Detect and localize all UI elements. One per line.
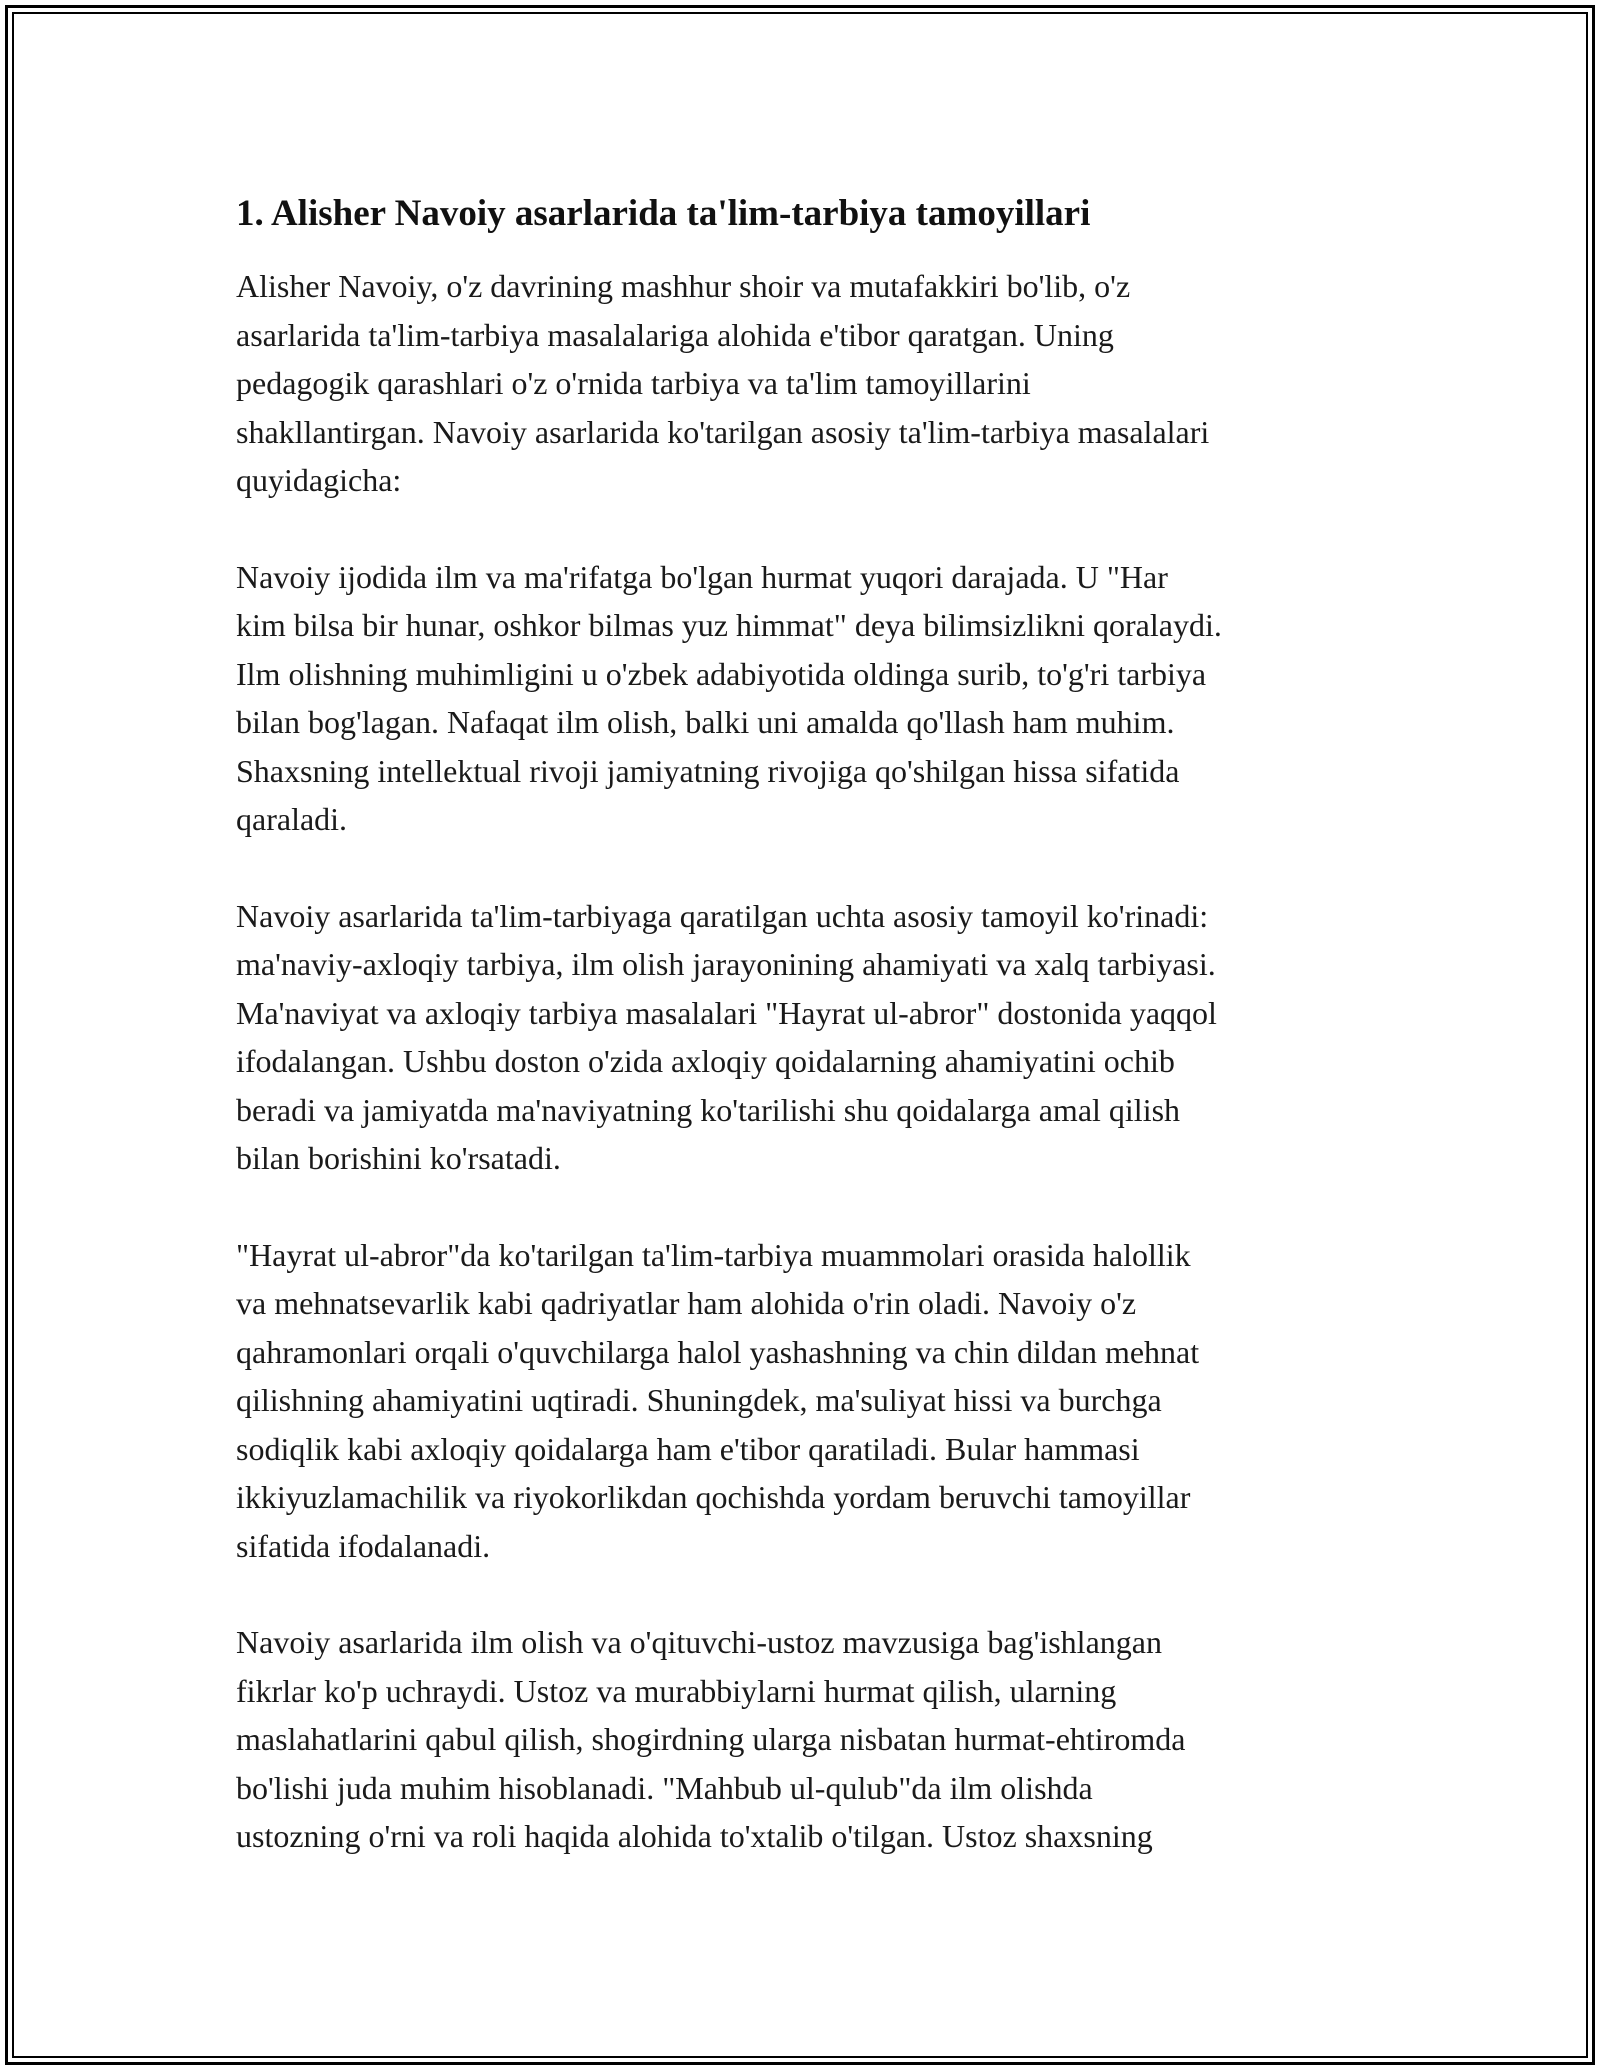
paragraph-5: Navoiy asarlarida ilm olish va o'qituvchi-ustoz mavzusiga bag'ishlangan fikrlar ko'p uchraydi. Ustoz va murabbiylarni hurmat qilish, ularning maslahatlarini qabul qilish, shogirdning ularga nisbatan hurmat-ehtiromda bo'lishi juda muhim hisoblanadi. "Mahbub ul-qulub"da ilm olishda ustozning o'rni va roli haqida alohida to'xtalib o'tilgan. Ustoz shaxsning bbox=[236, 1624, 1186, 1854]
paragraph-2: Navoiy ijodida ilm va ma'rifatga bo'lgan hurmat yuqori darajada. U "Har kim bilsa bir hunar, oshkor bilmas yuz himmat" deya bilimsizlikni qoralaydi. Ilm olishning muhimligini u o'zbek adabiyotida oldinga surib, to'g'ri tarbiya bilan bog'lagan. Nafaqat ilm olish, balki uni amalda qo'llash ham muhim. Shaxsning intellektual rivoji jamiyatning rivojiga qo'shilgan hissa sifatida qaraladi. bbox=[236, 558, 1222, 837]
paragraph-3: Navoiy asarlarida ta'lim-tarbiyaga qaratilgan uchta asosiy tamoyil ko'rinadi: ma'naviy-axloqiy tarbiya, ilm olish jarayonining ahamiyati va xalq tarbiyasi. Ma'naviyat va axloqiy tarbiya masalalari "Hayrat ul-abror" dostonida yaqqol ifodalangan. Ushbu doston o'zida axloqiy qoidalarning ahamiyatini ochib beradi va jamiyatda ma'naviyatning ko'tarilishi shu qoidalarga amal qilish bilan borishini ko'rsatadi. bbox=[236, 897, 1217, 1176]
section-heading: 1. Alisher Navoiy asarlarida ta'lim-tarbiya tamoyillari bbox=[236, 193, 1091, 234]
document-body bbox=[236, 186, 1376, 1909]
paragraph-1: Alisher Navoiy, o'z davrining mashhur shoir va mutafakkiri bo'lib, o'z asarlarida ta'lim-tarbiya masalalariga alohida e'tibor qaratgan. Uning pedagogik qarashlari o'z o'rnida tarbiya va ta'lim tamoyillarini shakllantirgan. Navoiy asarlarida ko'tarilgan asosiy ta'lim-tarbiya masalalari quyidagicha: bbox=[236, 268, 1210, 498]
paragraph-4: "Hayrat ul-abror"da ko'tarilgan ta'lim-tarbiya muammolari orasida halollik va mehnatsevarlik kabi qadriyatlar ham alohida o'rin oladi. Navoiy o'z qahramonlari orqali o'quvchilarga halol yashashning va chin dildan mehnat qilishning ahamiyatini uqtiradi. Shuningdek, ma'suliyat hissi va burchga sodiqlik kabi axloqiy qoidalarga ham e'tibor qaratiladi. Bular hammasi ikkiyuzlamachilik va riyokorlikdan qochishda yordam beruvchi tamoyillar sifatida ifodalanadi. bbox=[236, 1236, 1200, 1564]
